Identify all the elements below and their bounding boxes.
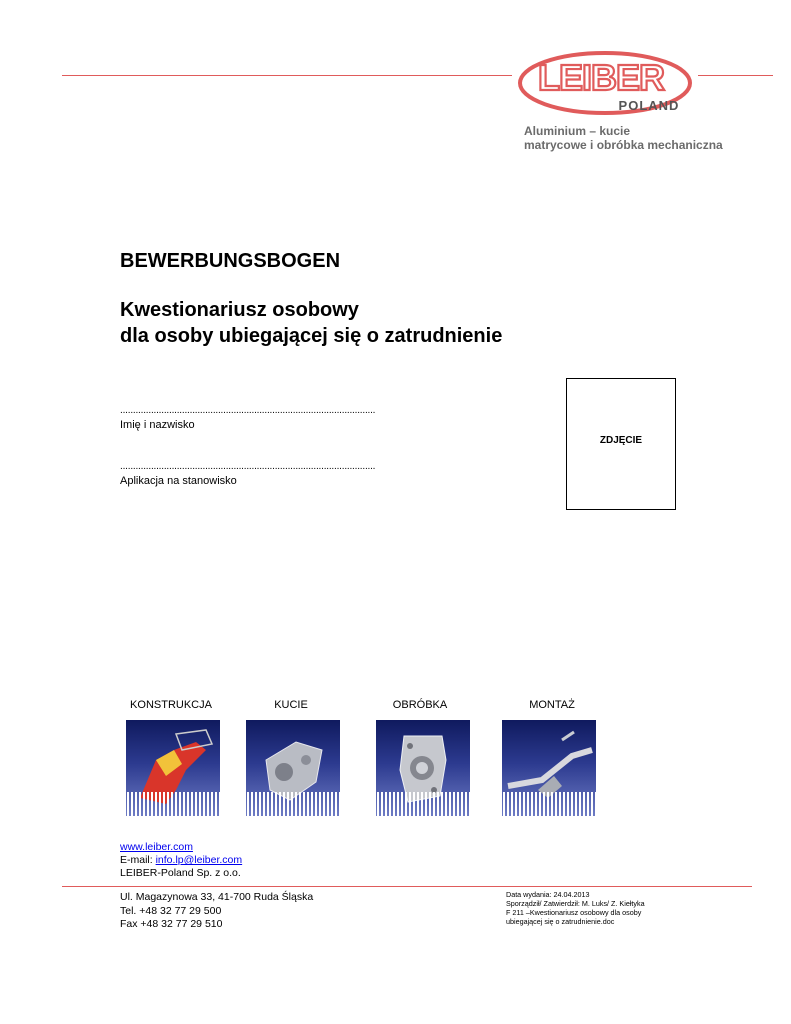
prepared-by: Sporządził/ Zatwierdził: M. Luks/ Z. Kiełtyka (506, 899, 645, 908)
email-prefix: E-mail: (120, 854, 156, 866)
comb-stripe (195, 792, 197, 816)
website-url[interactable]: www.leiber.com (120, 841, 193, 853)
comb-stripe (595, 792, 596, 816)
comb-stripe (155, 792, 157, 816)
comb-stripe (207, 792, 209, 816)
comb-stripe (551, 792, 553, 816)
comb-stripe (405, 792, 407, 816)
photo-box (566, 378, 676, 510)
comb-stripe (543, 792, 545, 816)
comb-stripe (445, 792, 447, 816)
comb-stripe (583, 792, 585, 816)
email-line (120, 854, 242, 866)
form-id-line1: F 211 –Kwestionariusz osobowy dla osoby (506, 908, 642, 917)
comb-stripe (299, 792, 301, 816)
comb-stripe (401, 792, 403, 816)
comb-stripe (555, 792, 557, 816)
page-subtitle-line2: dla osoby ubiegającej się o zatrudnienie (120, 325, 503, 347)
machining-part-icon (376, 720, 470, 816)
comb-stripe (393, 792, 395, 816)
comb-stripe (127, 792, 129, 816)
header-rule-left (62, 75, 512, 76)
comb-stripe (339, 792, 340, 816)
comb-stripe (421, 792, 423, 816)
comb-stripe (389, 792, 391, 816)
comb-stripe (215, 792, 217, 816)
comb-stripe (511, 792, 513, 816)
forging-part-icon (246, 720, 340, 816)
comb-stripe (147, 792, 149, 816)
header-rule-right (698, 75, 773, 76)
comb-stripe (417, 792, 419, 816)
comb-stripe (171, 792, 173, 816)
name-field-line[interactable]: ................................................................................................... (120, 405, 376, 416)
comb-stripe (159, 792, 161, 816)
comb-stripe (303, 792, 305, 816)
email-link[interactable]: info.lp@leiber.com (155, 854, 243, 866)
comb-stripe (219, 792, 220, 816)
comb-stripe (291, 792, 293, 816)
logo-text: LEIBER (537, 57, 665, 98)
comb-stripe (183, 792, 185, 816)
category-label-machining: OBRÓBKA (392, 699, 448, 711)
issue-date: Data wydania: 24.04.2013 (506, 890, 590, 899)
comb-stripe (409, 792, 411, 816)
comb-stripe (167, 792, 169, 816)
comb-stripe (527, 792, 529, 816)
fax: Fax +48 32 77 29 510 (120, 918, 223, 930)
comb-stripe (437, 792, 439, 816)
comb-stripe (211, 792, 213, 816)
comb-stripe (283, 792, 285, 816)
tagline-line2: matrycowe i obróbka mechaniczna (524, 138, 723, 152)
company-name: LEIBER-Poland Sp. z o.o. (120, 867, 241, 879)
comb-stripe (139, 792, 141, 816)
comb-stripe (531, 792, 533, 816)
comb-stripe (199, 792, 201, 816)
category-label-assembly: MONTAŻ (529, 699, 575, 711)
comb-stripe (323, 792, 325, 816)
comb-stripe (469, 792, 470, 816)
comb-stripe (571, 792, 573, 816)
comb-stripe (397, 792, 399, 816)
comb-stripe (465, 792, 467, 816)
page-subtitle-line1: Kwestionariusz osobowy (120, 299, 359, 321)
comb-stripe (579, 792, 581, 816)
comb-stripe (331, 792, 333, 816)
comb-stripe (255, 792, 257, 816)
comb-stripe (163, 792, 165, 816)
comb-stripe (453, 792, 455, 816)
footer-rule (62, 886, 752, 887)
assembly-part-icon (502, 720, 596, 816)
comb-stripe (247, 792, 249, 816)
comb-stripe (287, 792, 289, 816)
comb-stripe (279, 792, 281, 816)
comb-stripe (271, 792, 273, 816)
comb-stripe (429, 792, 431, 816)
name-field-label: Imię i nazwisko (120, 419, 195, 431)
comb-stripe (535, 792, 537, 816)
comb-stripe (591, 792, 593, 816)
form-id-line2: ubiegającej się o zatrudnienie.doc (506, 917, 615, 926)
comb-stripe (175, 792, 177, 816)
comb-stripe (539, 792, 541, 816)
comb-stripe (515, 792, 517, 816)
comb-stripe (377, 792, 379, 816)
logo-subtext: POLAND (618, 98, 680, 113)
comb-stripe (563, 792, 565, 816)
comb-stripe (413, 792, 415, 816)
comb-stripe (547, 792, 549, 816)
comb-stripe (251, 792, 253, 816)
comb-stripe (381, 792, 383, 816)
comb-stripe (135, 792, 137, 816)
page-title: BEWERBUNGSBOGEN (120, 250, 341, 272)
comb-stripe (335, 792, 337, 816)
photo-label: ZDJĘCIE (599, 435, 643, 446)
comb-stripe (275, 792, 277, 816)
comb-stripe (295, 792, 297, 816)
comb-stripe (457, 792, 459, 816)
address: Ul. Magazynowa 33, 41-700 Ruda Śląska (120, 891, 314, 903)
leiber-logo (517, 50, 693, 116)
position-field-line[interactable]: ................................................................................................... (120, 461, 376, 472)
comb-stripe (587, 792, 589, 816)
comb-stripe (263, 792, 265, 816)
comb-stripe (449, 792, 451, 816)
comb-stripe (187, 792, 189, 816)
comb-stripe (143, 792, 145, 816)
position-field-label: Aplikacja na stanowisko (120, 475, 237, 487)
comb-stripe (385, 792, 387, 816)
phone: Tel. +48 32 77 29 500 (120, 905, 222, 917)
comb-stripe (267, 792, 269, 816)
comb-stripe (507, 792, 509, 816)
comb-stripe (319, 792, 321, 816)
comb-stripe (259, 792, 261, 816)
category-label-forging: KUCIE (274, 699, 308, 711)
comb-stripe (203, 792, 205, 816)
comb-stripe (311, 792, 313, 816)
comb-stripe (151, 792, 153, 816)
comb-stripe (433, 792, 435, 816)
comb-stripe (441, 792, 443, 816)
category-label-construction: KONSTRUKCJA (130, 699, 212, 711)
comb-stripe (191, 792, 193, 816)
comb-stripe (519, 792, 521, 816)
comb-stripe (131, 792, 133, 816)
comb-stripe (307, 792, 309, 816)
comb-stripe (503, 792, 505, 816)
tagline-line1: Aluminium – kucie (524, 124, 631, 138)
comb-stripe (179, 792, 181, 816)
comb-stripe (425, 792, 427, 816)
comb-stripe (567, 792, 569, 816)
website-link[interactable] (120, 841, 193, 853)
comb-stripe (523, 792, 525, 816)
comb-stripe (575, 792, 577, 816)
design-part-icon (126, 720, 220, 816)
comb-stripe (559, 792, 561, 816)
comb-stripe (461, 792, 463, 816)
comb-stripe (315, 792, 317, 816)
comb-stripe (327, 792, 329, 816)
